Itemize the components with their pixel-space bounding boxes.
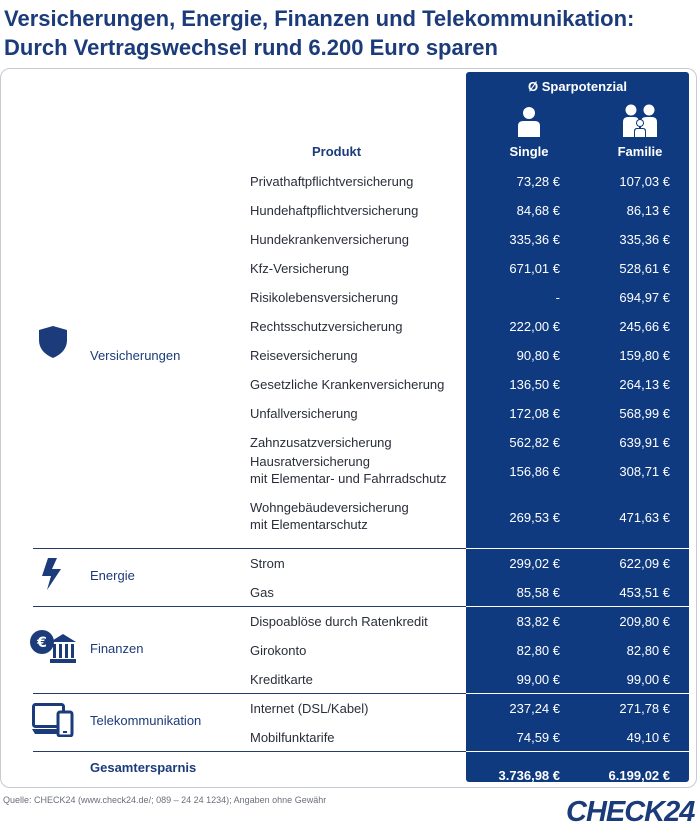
euro-bank-icon: [28, 628, 76, 666]
product-label: Unfallversicherung: [250, 406, 358, 421]
product-label: Hausratversicherung: [250, 454, 370, 469]
family-value: 453,51 €: [619, 585, 670, 600]
single-value: 90,80 €: [516, 348, 560, 363]
category-divider-panel: [466, 548, 689, 549]
product-label: Dispoablöse durch Ratenkredit: [250, 614, 428, 629]
family-value: 639,91 €: [619, 435, 670, 450]
lightning-icon: [40, 557, 64, 591]
family-value: 245,66 €: [619, 319, 670, 334]
single-value: 136,50 €: [509, 377, 560, 392]
svg-text:€: €: [37, 635, 47, 651]
category-divider-panel: [466, 606, 689, 607]
product-label: Risikolebensversicherung: [250, 290, 399, 305]
product-label: Zahnzusatzversicherung: [250, 435, 392, 450]
product-label: Strom: [250, 556, 285, 571]
headline-line-2: Durch Vertragswechsel rund 6.200 Euro sparen: [4, 35, 498, 60]
product-label: Mobilfunktarife: [250, 730, 335, 745]
product-label: Kfz-Versicherung: [250, 261, 349, 276]
single-person-icon: [516, 106, 542, 138]
single-value: 172,08 €: [509, 406, 560, 421]
family-value: 271,78 €: [619, 701, 670, 716]
check24-logo: [566, 796, 694, 829]
family-value: 568,99 €: [619, 406, 670, 421]
headline-line-1: Versicherungen, Energie, Finanzen und Telekommunikation:: [4, 6, 635, 31]
product-label: Kreditkarte: [250, 672, 313, 687]
single-value: 99,00 €: [516, 672, 560, 687]
family-value: 528,61 €: [619, 261, 670, 276]
source-note: Quelle: CHECK24 (www.check24.de/; 089 – 24 24 1234); Angaben ohne Gewähr: [3, 795, 327, 805]
family-value: 159,80 €: [619, 348, 670, 363]
category-divider: [33, 548, 466, 549]
family-value: 264,13 €: [619, 377, 670, 392]
logo-number: 24: [664, 796, 695, 828]
category-divider-panel: [466, 751, 689, 752]
total-family: 6.199,02 €: [608, 768, 670, 783]
single-value: 74,59 €: [516, 730, 560, 745]
column-header-single: Single: [509, 144, 549, 159]
column-header-product: Produkt: [312, 144, 362, 159]
single-value: 82,80 €: [516, 643, 560, 658]
column-header-family: Familie: [617, 144, 663, 159]
single-value: 335,36 €: [509, 232, 560, 247]
single-value: -: [555, 290, 560, 305]
single-value: 84,68 €: [516, 203, 560, 218]
category-divider-panel: [466, 693, 689, 694]
product-label-line-2: mit Elementar- und Fahrradschutz: [250, 471, 447, 486]
panel-title: Ø Sparpotenzial: [528, 79, 627, 94]
family-value: 107,03 €: [619, 174, 670, 189]
family-value: 49,10 €: [626, 730, 670, 745]
product-label: Girokonto: [250, 643, 307, 658]
single-value: 73,28 €: [516, 174, 560, 189]
family-value: 86,13 €: [626, 203, 670, 218]
category-label: Versicherungen: [90, 348, 181, 363]
product-label: Hundehaftpflichtversicherung: [250, 203, 419, 218]
single-value: 83,82 €: [516, 614, 560, 629]
product-label: Internet (DSL/Kabel): [250, 701, 369, 716]
product-label-line-2: mit Elementarschutz: [250, 517, 368, 532]
single-value: 156,86 €: [509, 464, 560, 479]
logo-text: CHECK: [566, 796, 665, 828]
single-value: 222,00 €: [509, 319, 560, 334]
category-label: Energie: [90, 568, 135, 583]
single-value: 299,02 €: [509, 556, 560, 571]
product-label: Rechtsschutzversicherung: [250, 319, 403, 334]
family-value: 471,63 €: [619, 510, 670, 525]
product-label: Reiseversicherung: [250, 348, 358, 363]
headline: [4, 4, 694, 62]
category-divider: [33, 751, 466, 752]
category-divider: [33, 693, 466, 694]
family-icon: [622, 104, 658, 138]
family-value: 335,36 €: [619, 232, 670, 247]
single-value: 269,53 €: [509, 510, 560, 525]
product-label: Wohngebäudeversicherung: [250, 500, 409, 515]
product-label: Privathaftpflichtversicherung: [250, 174, 414, 189]
single-value: 85,58 €: [516, 585, 560, 600]
product-label: Gas: [250, 585, 274, 600]
family-value: 308,71 €: [619, 464, 670, 479]
category-divider: [33, 606, 466, 607]
shield-icon: [38, 325, 68, 359]
product-label: Hundekrankenversicherung: [250, 232, 409, 247]
family-value: 694,97 €: [619, 290, 670, 305]
family-value: 622,09 €: [619, 556, 670, 571]
category-label: Telekommunikation: [90, 713, 202, 728]
product-label: Gesetzliche Krankenversicherung: [250, 377, 445, 392]
single-value: 562,82 €: [509, 435, 560, 450]
family-value: 99,00 €: [626, 672, 670, 687]
category-label: Finanzen: [90, 641, 144, 656]
single-value: 671,01 €: [509, 261, 560, 276]
devices-icon: [32, 703, 74, 737]
single-value: 237,24 €: [509, 701, 560, 716]
total-label: Gesamtersparnis: [90, 760, 197, 775]
family-value: 82,80 €: [626, 643, 670, 658]
family-value: 209,80 €: [619, 614, 670, 629]
total-single: 3.736,98 €: [498, 768, 560, 783]
